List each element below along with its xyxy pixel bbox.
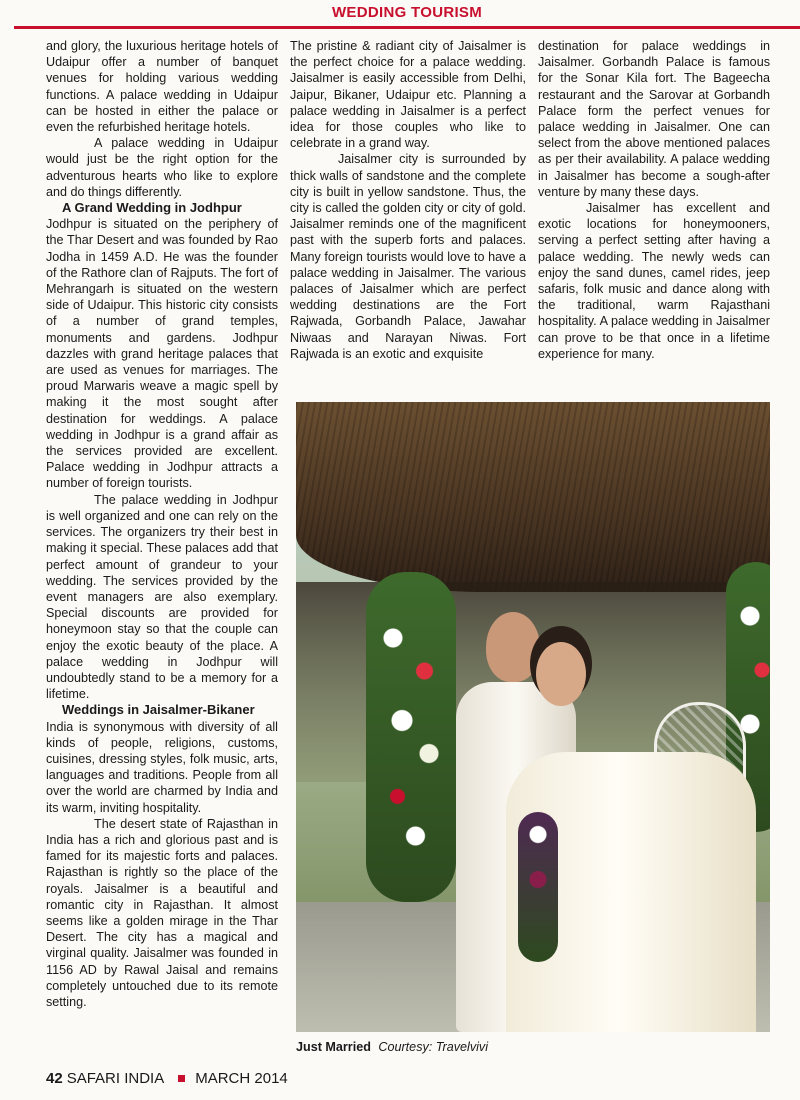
section-heading: A Grand Wedding in Jodhpur bbox=[62, 200, 242, 216]
paragraph: The desert state of Rajasthan in India has a rich and glorious past and is famed for its majestic forts and palaces. Rajasthan is rightly so the place of the royals. Jaisalmer is a beautiful and romantic city in Rajasthan. It almost seems like a golden mirage in the Thar Desert. The city has a magical and virginal quality. Jaisalmer was founded in 1156 AD by Rawal Jaisal and remains completely untouched due to its remote setting. bbox=[46, 816, 278, 1009]
floral-arch-left bbox=[366, 572, 456, 902]
groom-head bbox=[486, 612, 540, 682]
paragraph: A palace wedding in Udaipur would just be the right option for the adventurous hearts who like to explore and do things differently. bbox=[46, 136, 278, 199]
magazine-name: SAFARI INDIA bbox=[66, 1070, 165, 1087]
paragraph: Jodhpur is situated on the periphery of the Thar Desert and was founded by Rao Jodha in 1459 A.D. He was the founder of the Rathore clan of Rajputs. The fort of Mehrangarh is situated on the western side of Udaipur. This historic city consists of a number of grand temples, monuments and gardens. Jodhpur dazzles with grand heritage palaces that are used as venues for marriages. The proud Marwaris weave a magic spell by making it the most sought after destination for weddings. A palace wedding in Jodhpur is a grand affair as the services provided are excellent. Palace wedding in Jodhpur attracts a number of foreign tourists. bbox=[46, 217, 278, 491]
separator-square-icon bbox=[178, 1075, 185, 1082]
caption-title: Just Married bbox=[296, 1040, 371, 1054]
paragraph: destination for palace weddings in Jaisalmer. Gorbandh Palace is famous for the Sonar Kila fort. The Bageecha restaurant and the Sarovar at Gorbandh Palace form the perfect venues for palace wedding in Jaisalmer. One can select from the above mentioned palaces as per their availability. A palace wedding in Jaisalmer has become a sough-after venture by many these days. bbox=[538, 39, 770, 199]
paragraph: Jaisalmer has excellent and exotic locations for honeymooners, serving a perfect setting after having a palace wedding. The newly weds can enjoy the sand dunes, camel rides, jeep safaris, folk music and dance along with the traditional, warm Rajasthani hospitality. A palace wedding in Jaisalmer can prove to be that once in a lifetime experience for many. bbox=[538, 201, 770, 361]
thatched-roof bbox=[296, 402, 770, 592]
section-heading: Weddings in Jaisalmer-Bikaner bbox=[62, 702, 255, 718]
article-column-1 bbox=[46, 38, 278, 1010]
bouquet bbox=[518, 812, 558, 962]
article-column-3 bbox=[538, 38, 770, 362]
bride-head bbox=[536, 642, 586, 706]
paragraph: Jaisalmer city is surrounded by thick walls of sandstone and the complete city is built in yellow sandstone. Thus, the city is called the golden city or city of gold. Jaisalmer reminds one of the magnificent past with the superb forts and palaces. Many foreign tourists would love to have a palace wedding in Jaisalmer. The various palaces of Jaisalmer which are perfect wedding destinations are the Fort Rajwada, Gorbandh Palace, Jawahar Niwaas and Narayan Niwas. Fort Rajwada is an exotic and exquisite bbox=[290, 152, 526, 361]
paragraph: The pristine & radiant city of Jaisalmer is the perfect choice for a palace wedding. Jaisalmer is easily accessible from Delhi, Jaipur, Bikaner, Udaipur etc. Planning a palace wedding in Jaisalmer is a perfect idea for those couples who like to celebrate in a grand way. bbox=[290, 39, 526, 151]
section-title: WEDDING TOURISM bbox=[331, 4, 483, 21]
caption-credit: Courtesy: Travelvivi bbox=[378, 1040, 489, 1054]
wedding-couple-photo bbox=[296, 402, 770, 1032]
article-column-2 bbox=[290, 38, 526, 362]
section-header bbox=[14, 0, 800, 29]
page-footer bbox=[46, 1070, 288, 1087]
paragraph: and glory, the luxurious heritage hotels of Udaipur offer a number of banquet venues for holding various wedding functions. A palace wedding in Udaipur can be hosted in either the palace or even the refurbished heritage hotels. bbox=[46, 39, 278, 135]
photo-caption bbox=[296, 1040, 488, 1054]
paragraph: The palace wedding in Jodhpur is well organized and one can rely on the services. The organizers try their best in making it special. These palaces add that perfect amount of grandeur to your wedding. The services provided by the event managers are also exemplary. Special discounts are provided for honeymoon stay so that the couple can enjoy the exotic beauty of the place. A palace wedding in Jodhpur will undoubtedly stand to be a memory for a lifetime. bbox=[46, 492, 278, 702]
issue-date: MARCH 2014 bbox=[195, 1070, 288, 1087]
page-number: 42 bbox=[46, 1070, 63, 1087]
paragraph: India is synonymous with diversity of all kinds of people, religions, customs, cuisines, dressing styles, folk music, arts, languages and traditions. People from all over the world are charmed by India and its warm, inviting hospitality. bbox=[46, 719, 278, 815]
